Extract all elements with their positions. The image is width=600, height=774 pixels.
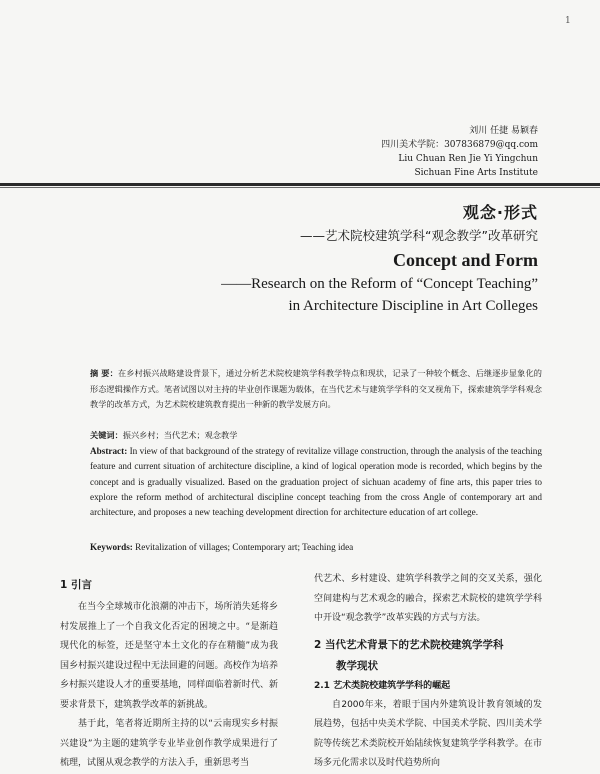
section-2-heading-line2: 教学现状 (336, 659, 378, 672)
keywords-cn-text: 振兴乡村；当代艺术；观念教学 (122, 430, 238, 440)
keywords-cn (90, 428, 542, 444)
keywords-en (90, 540, 542, 556)
section-1-paragraph-2: 基于此，笔者将近期所主持的以“云南现实乡村振兴建设”为主题的建筑学专业毕业创作教学成果进行了梳理，试图从观念教学的方法入手，重新思考当 (60, 719, 278, 768)
page-mark: 1 (565, 16, 571, 26)
abstract-en-label: Abstract: (90, 446, 128, 456)
author-affiliation-en: Sichuan Fine Arts Institute (414, 168, 538, 178)
section-1-heading: 1 引言 (60, 579, 92, 591)
header-rule-thin (0, 187, 600, 188)
section-2-1-paragraph: 自2000年来，着眼于国内外建筑设计教育领域的发展趋势，包括中央美术学院、中国美术学院、四川美术学院等传统艺术类院校开始陆续恢复建筑学学科教学。在市场多元化需求以及时代趋势所向 (314, 699, 542, 768)
abstract-cn-text: 在乡村振兴战略建设背景下，通过分析艺术院校建筑学科教学特点和现状，记录了一种较个概念、后继逐步显象化的形态逻辑操作方式。笔者试图以对主持的毕业创作课题为载体，在当代艺术与建筑学学科的交叉视角下，探索建筑学学科观念教学的改革方式，为艺术院校建筑教育提出一种新的教学发展方向。 (90, 368, 542, 409)
abstract-cn (90, 366, 542, 413)
keywords-en-text: Revitalization of villages; Contemporary art; Teaching idea (132, 542, 354, 552)
author-names-en: Liu Chuan Ren Jie Yi Yingchun (398, 154, 538, 164)
section-1-continuation: 代艺术、乡村建设、建筑学科教学之间的交叉关系，强化空间建构与艺术观念的融合，探索艺术院校的建筑学学科中开设“观念教学”改革实践的方式与方法。 (314, 574, 542, 623)
title-en-main: Concept and Form (393, 250, 538, 270)
body-column-right (314, 570, 542, 774)
section-2-heading (314, 635, 542, 677)
keywords-en-label: Keywords: (90, 542, 133, 552)
title-cn-subtitle: ——艺术院校建筑学科“观念教学”改革研究 (300, 228, 538, 243)
title-cn-main: 观念·形式 (462, 203, 538, 222)
title-en-subtitle-line2: in Architecture Discipline in Art Colleges (288, 298, 538, 314)
section-2-1-heading: 2.1 艺术类院校建筑学学科的崛起 (314, 680, 451, 691)
keywords-cn-label: 关键词： (90, 430, 123, 440)
section-2-heading-line1: 2 当代艺术背景下的艺术院校建筑学学科 (314, 638, 504, 651)
abstract-cn-label: 摘 要： (90, 368, 118, 378)
author-affiliation-cn: 四川美术学院：307836879@qq.com (381, 140, 538, 150)
abstract-en-text: In view of that background of the strategy of revitalize village construction, through the analysis of the teaching feature and current situation of architecture discipline, a kind of logical operation mode is recorded, which begins by the concept and is gradually visualized. Based on the graduation project of sichuan academy of fine arts, this paper tries to explore the reform method of architectural discipline concept teaching from the cross Angle of contemporary art and architecture, and proposes a new teaching development direction for architecture education of art college. (90, 446, 542, 518)
header-rule-thick (0, 183, 600, 186)
body-column-left (60, 570, 278, 774)
abstract-en (90, 444, 542, 520)
author-names-cn: 刘川 任捷 易颖春 (469, 126, 538, 136)
title-en-subtitle-line1: ——Research on the Reform of “Concept Teaching” (221, 276, 538, 292)
author-block (318, 124, 538, 180)
section-1-paragraph-1: 在当今全球城市化浪潮的冲击下，场所消失延将乡村发展推上了一个自我文化否定的困境之中。“是渐趋现代化的标签，还是坚守本土文化的存在精髓”成为我国乡村振兴建设过程中无法回避的问题。高校作为培养乡村振兴建设人才的重要基地，同样面临着新时代、新要求背景下，建筑教学改革的新挑战。 (60, 602, 278, 710)
